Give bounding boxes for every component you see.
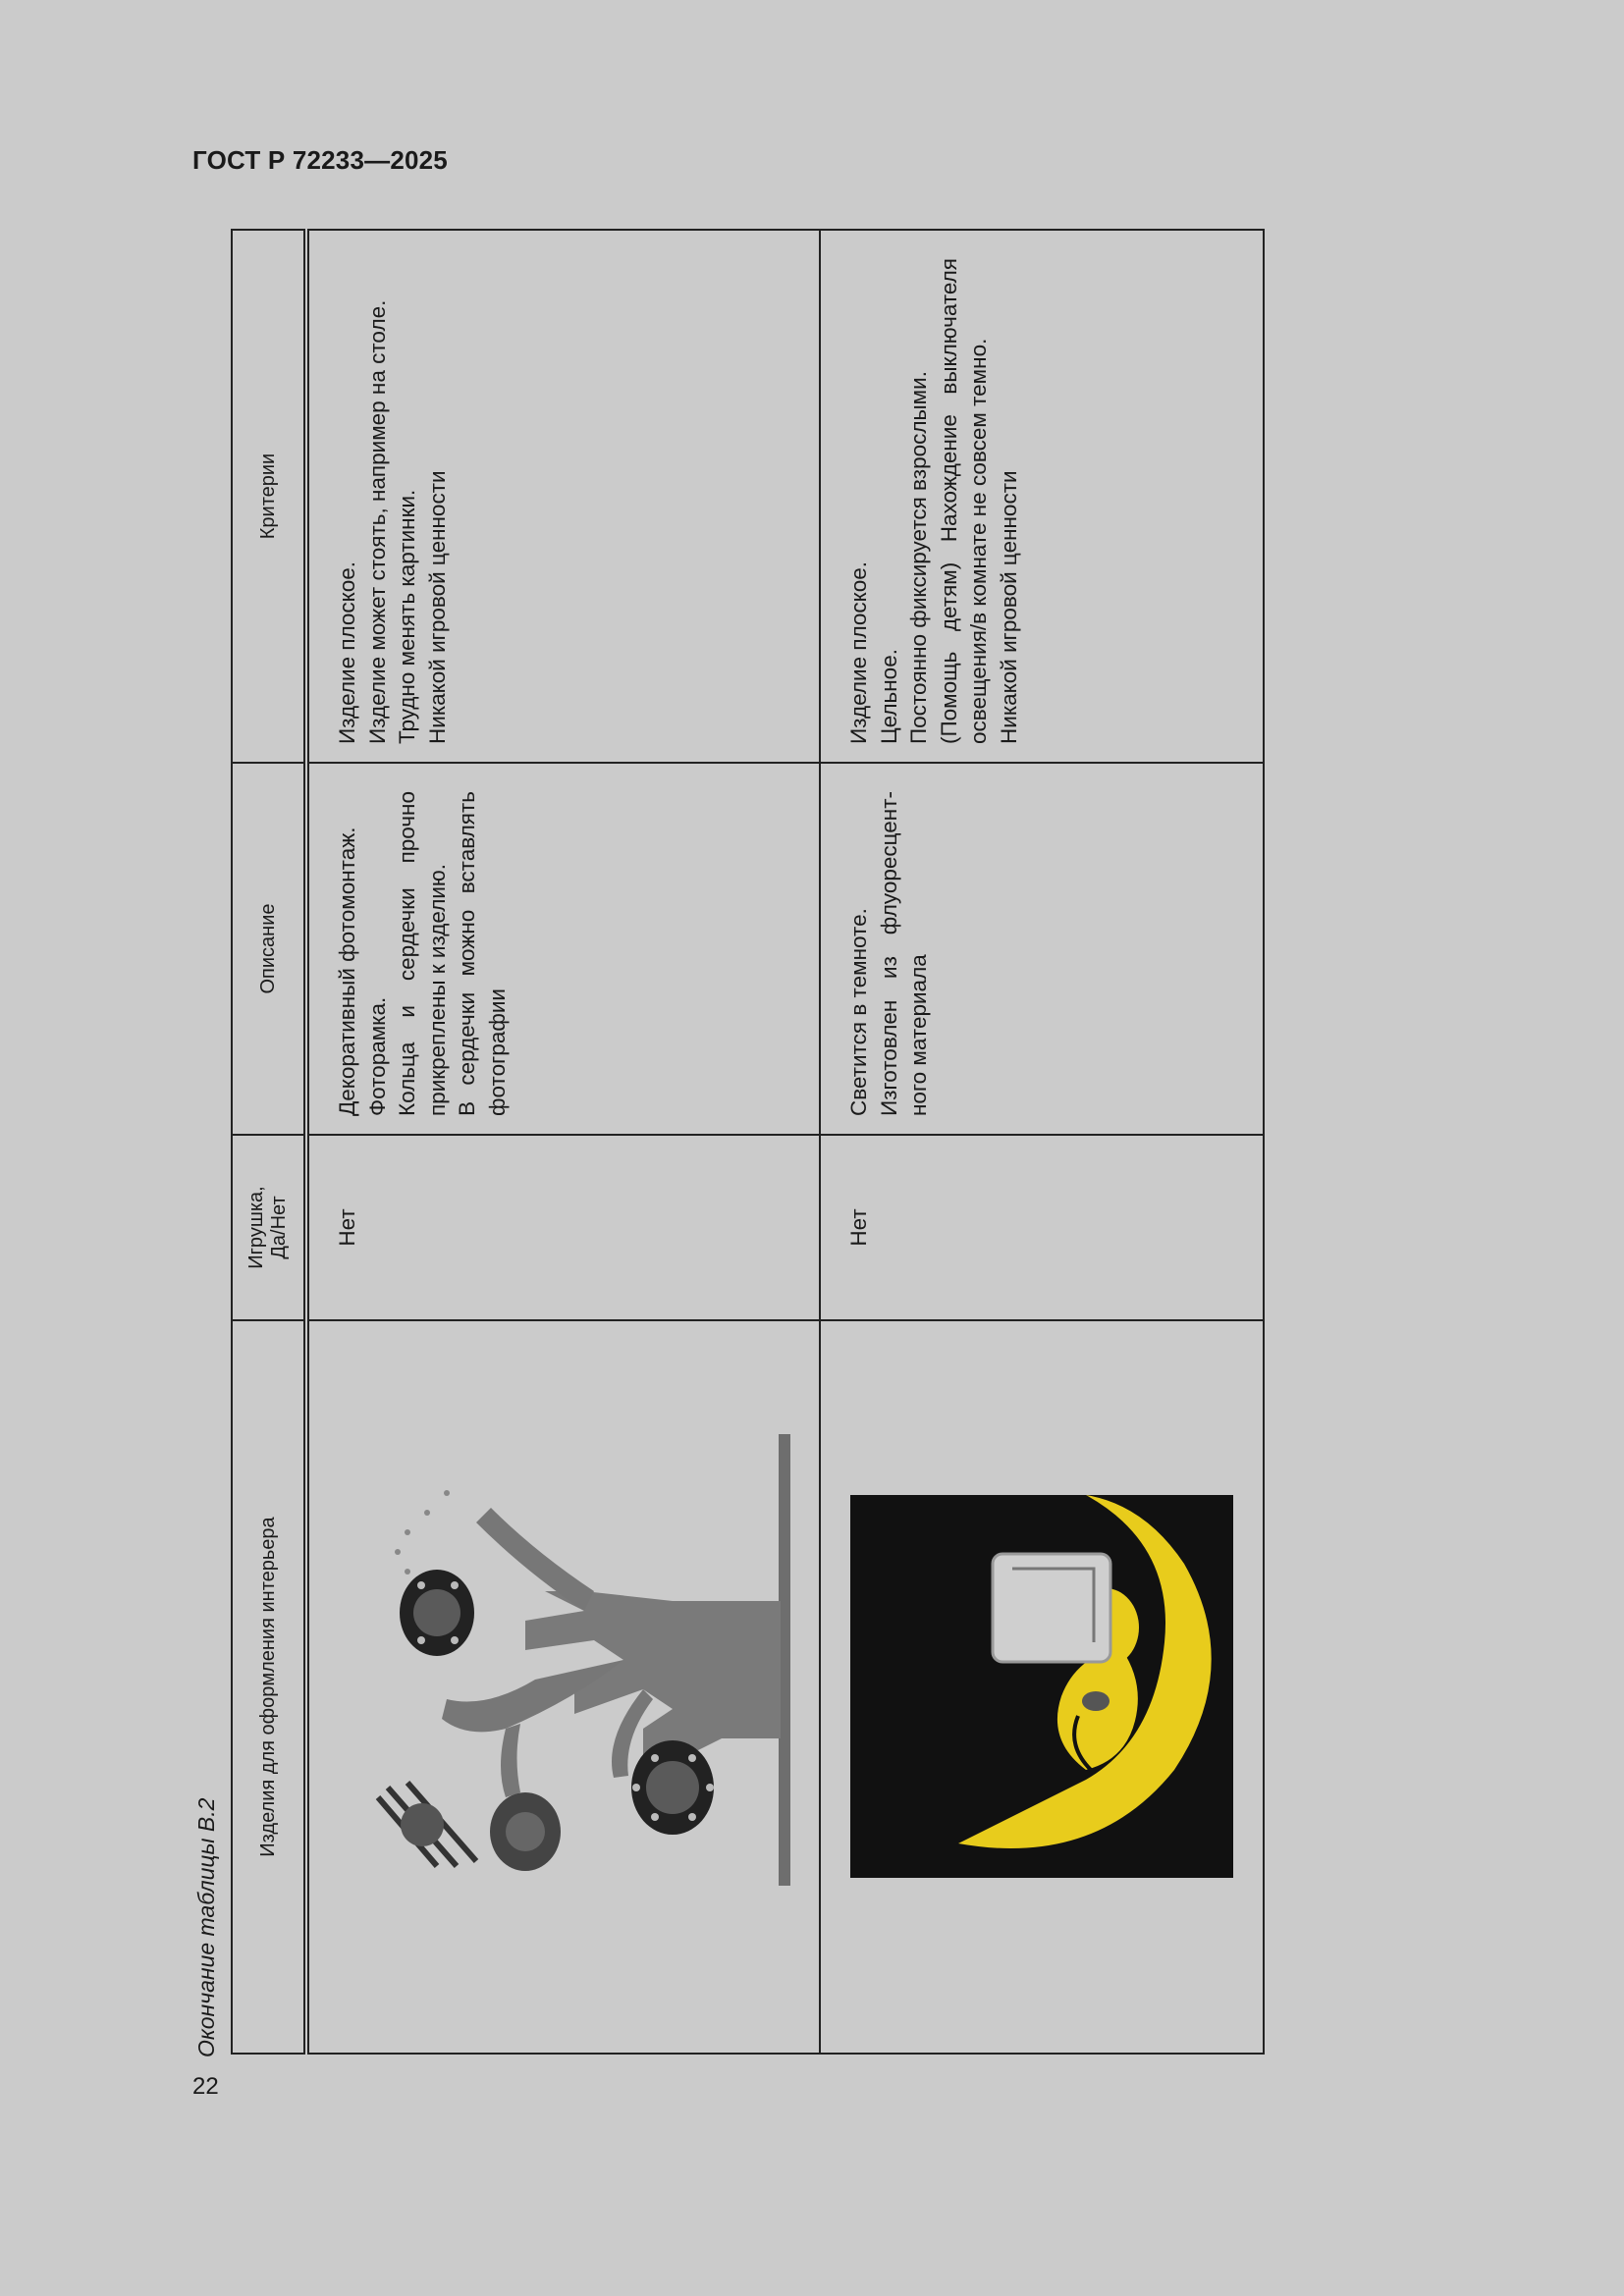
photo-tree-image — [349, 1434, 800, 1886]
criteria-text — [821, 231, 1024, 762]
product-image-cell — [820, 1320, 1264, 2054]
description-text — [309, 764, 513, 1134]
criteria-line: Цельное. — [876, 649, 901, 744]
description-line: В сердечки можно вставлять фотографии — [455, 791, 510, 1116]
standard-header: ГОСТ Р 72233—2025 — [192, 145, 448, 175]
criteria-line: Изделие плоское. — [846, 561, 871, 744]
criteria-cell — [820, 230, 1264, 763]
toy-cell — [820, 1135, 1264, 1320]
moon-switch-plate-image — [850, 1495, 1233, 1878]
criteria-line: Изделие плоское. — [335, 561, 359, 744]
header-products: Изделия для оформления интерьера — [232, 1320, 306, 2054]
toy-value: Нет — [846, 1208, 871, 1247]
header-criteria: Критерии — [232, 230, 306, 763]
table-row — [820, 230, 1264, 2054]
description-line: Кольца и сердечки прочно прикреплены к изделию. — [395, 791, 450, 1116]
table-row — [306, 230, 820, 2054]
table-caption: Окончание таблицы В.2 — [193, 1797, 219, 2057]
description-line: Изготовлен из флуоресцент-ного материала — [876, 791, 931, 1116]
header-description: Описание — [232, 763, 306, 1135]
criteria-line: Постоянно фиксируется взрослыми. — [906, 371, 931, 744]
table-header-row — [232, 230, 306, 2054]
toy-cell — [306, 1135, 820, 1320]
description-line: Декоративный фотомонтаж. — [335, 827, 359, 1116]
criteria-line: Никакой игровой ценности — [424, 470, 450, 744]
header-toy: Игрушка, Да/Нет — [232, 1135, 306, 1320]
criteria-text — [309, 231, 453, 762]
description-line: Фоторамка. — [364, 996, 390, 1116]
description-text — [821, 764, 935, 1134]
criteria-line: Никакой игровой ценности — [996, 470, 1021, 744]
criteria-line: (Помощь детям) Нахождение выключателя освещения/в комнате не совсем темно. — [936, 258, 991, 744]
page-number: 22 — [192, 2073, 219, 2100]
description-cell — [306, 763, 820, 1135]
rotated-table-block — [187, 212, 1267, 2057]
products-table — [231, 229, 1265, 2055]
criteria-line: Изделие может стоять, например на столе. — [364, 299, 390, 744]
criteria-cell — [306, 230, 820, 763]
description-cell — [820, 763, 1264, 1135]
toy-value: Нет — [335, 1208, 359, 1247]
product-image-cell — [306, 1320, 820, 2054]
description-line: Светится в темноте. — [846, 908, 871, 1116]
criteria-line: Трудно менять картинки. — [395, 489, 419, 744]
